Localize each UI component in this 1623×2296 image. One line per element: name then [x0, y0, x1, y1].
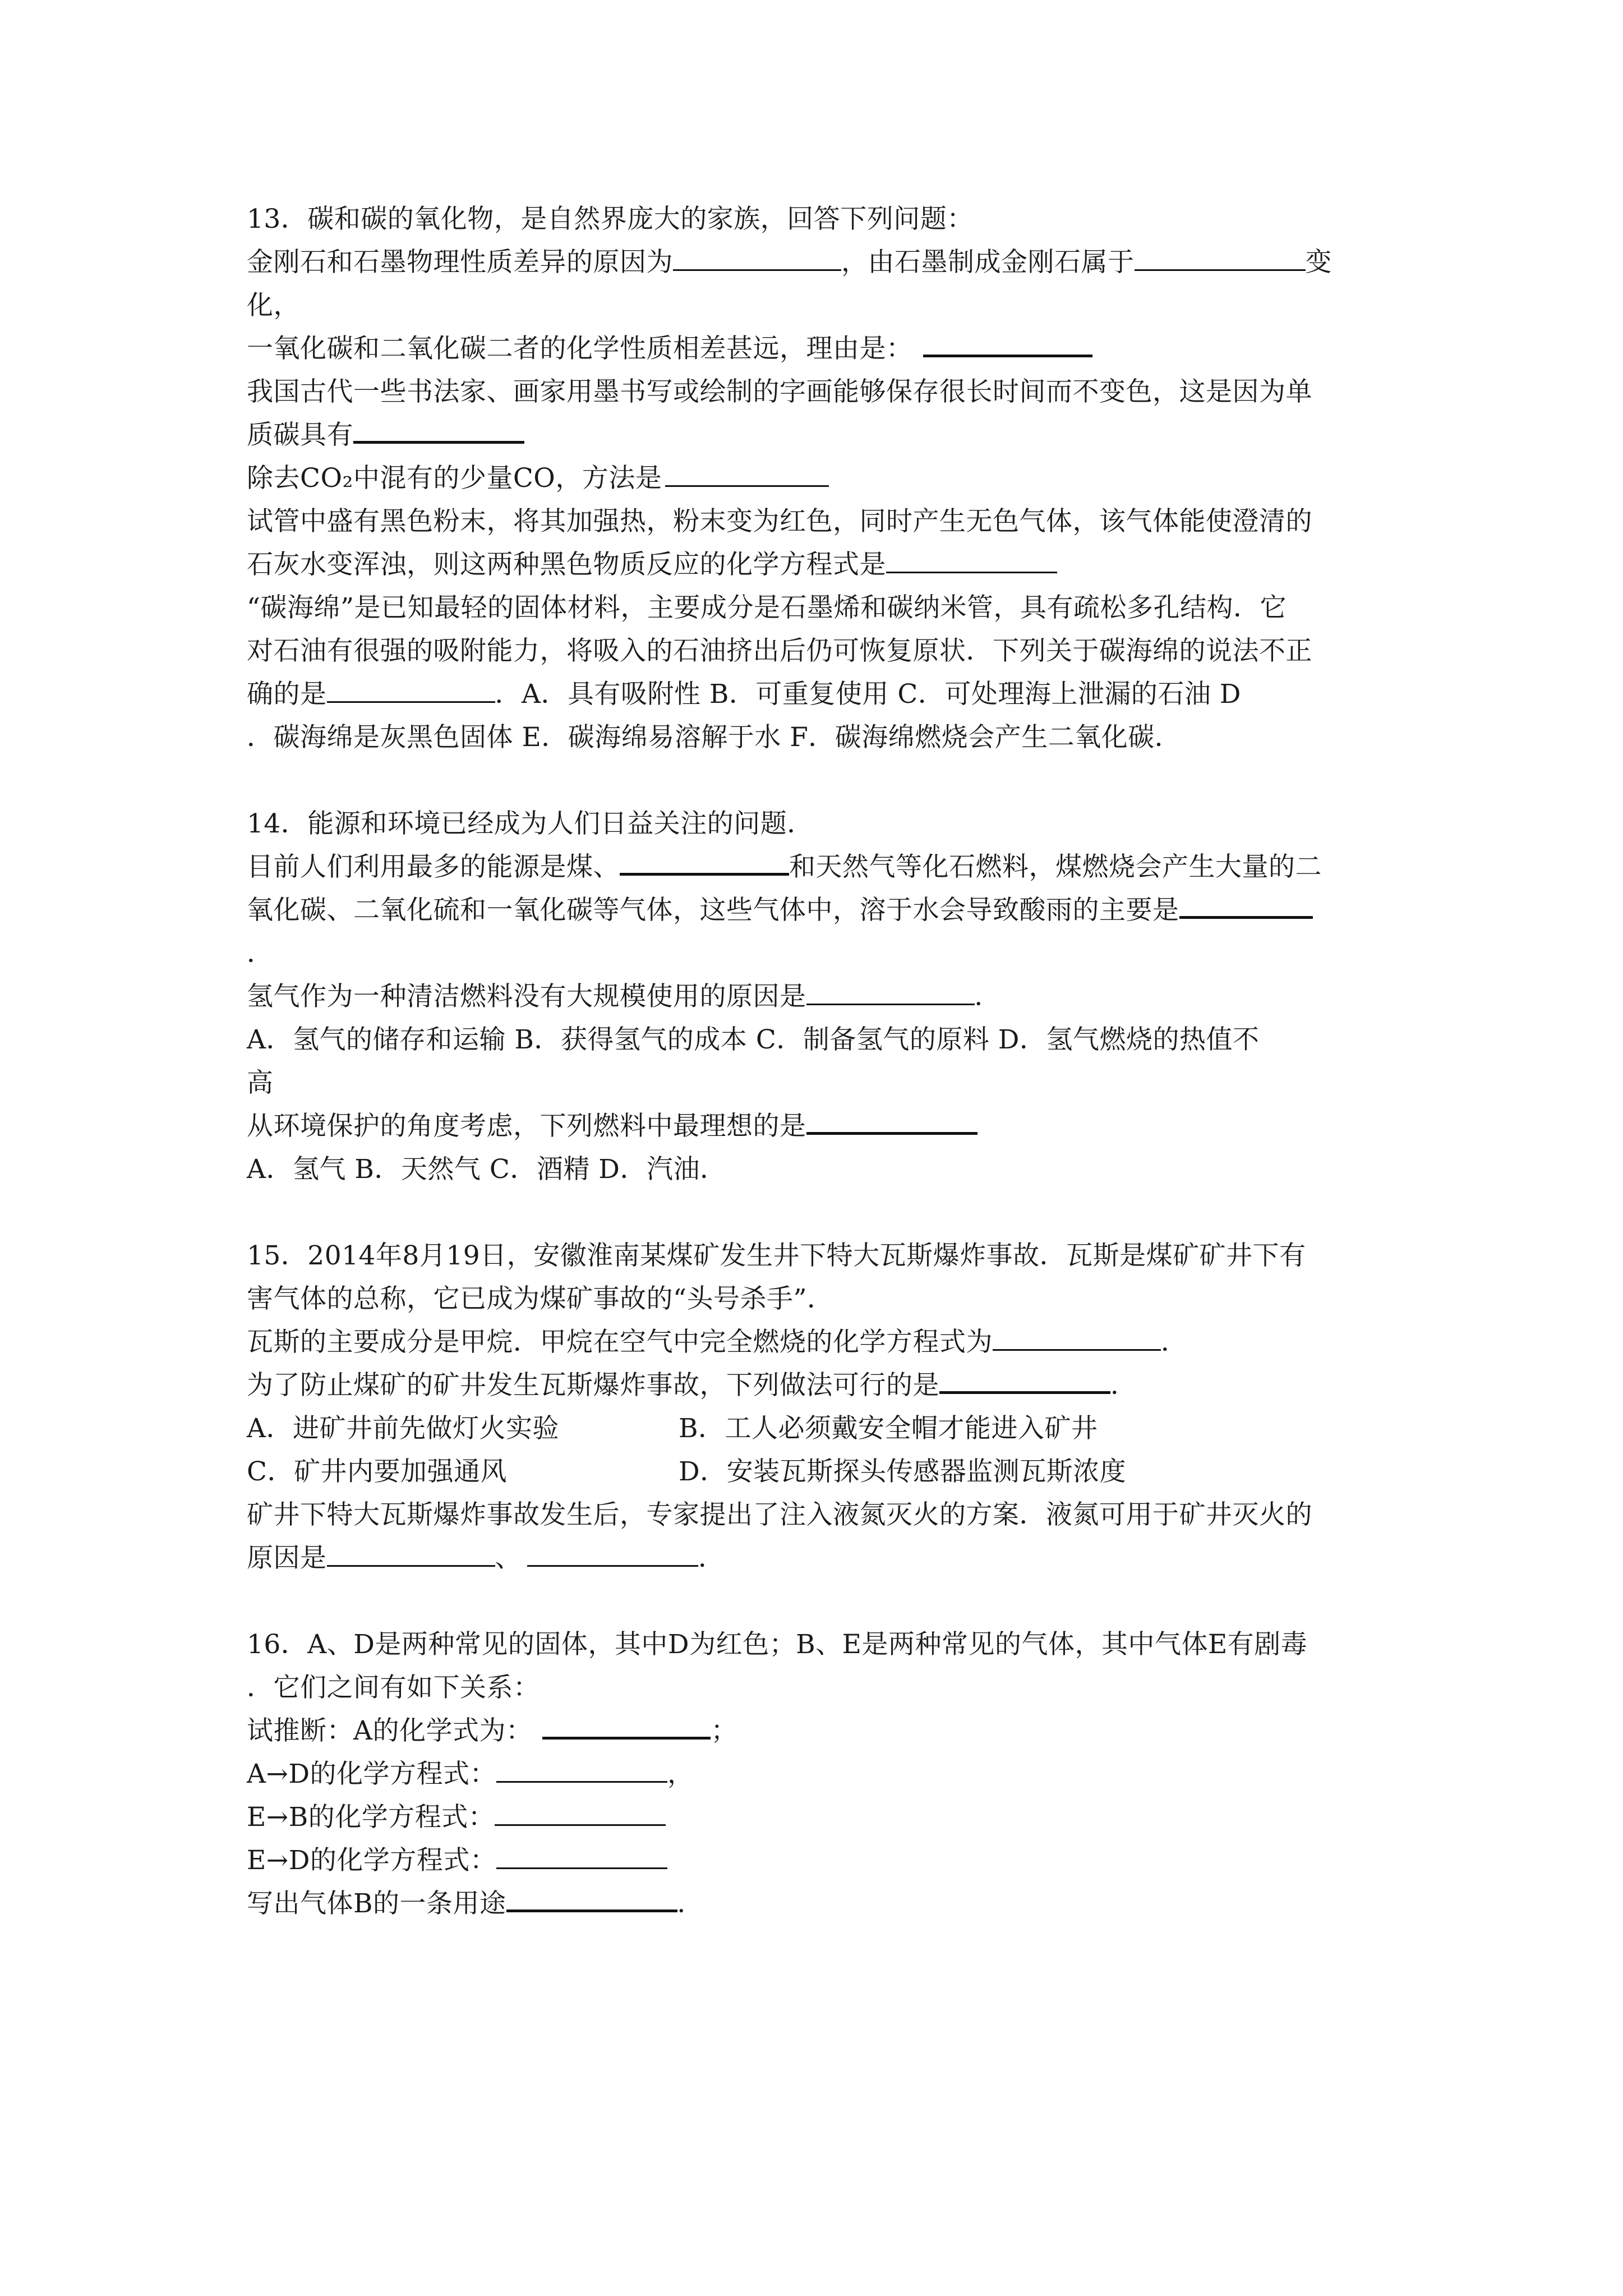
answer-blank[interactable]: [993, 1327, 1161, 1351]
question-15-text: 原因是: [247, 1543, 327, 1573]
answer-blank[interactable]: [665, 463, 829, 487]
answer-blank[interactable]: [806, 981, 975, 1005]
question-16-line: [247, 1839, 1391, 1882]
answer-blank[interactable]: [496, 1759, 667, 1783]
answer-blank[interactable]: [1135, 247, 1306, 271]
question-14-text: 从环境保护的角度考虑，下列燃料中最理想的是: [247, 1111, 806, 1142]
question-16-text: E→D的化学方程式：: [247, 1845, 497, 1876]
option-b: B．工人必须戴安全帽才能进入矿井: [679, 1413, 1098, 1444]
answer-blank[interactable]: [939, 1369, 1110, 1394]
question-16-line: [247, 1623, 1391, 1666]
question-14-line: [247, 932, 1391, 975]
question-16-text: A→D的化学方程式：: [247, 1759, 497, 1789]
question-15-line: [247, 1536, 1391, 1580]
answer-blank[interactable]: [496, 1845, 667, 1869]
spacer: [247, 1580, 1391, 1623]
answer-blank[interactable]: [542, 1714, 711, 1740]
question-13-text: 对石油有很强的吸附能力，将吸入的石油挤出后仍可恢复原状．下列关于碳海绵的说法不正: [247, 636, 1312, 666]
option-c: C．矿井内要加强通风: [247, 1456, 507, 1487]
question-13-line: [247, 370, 1391, 413]
question-15-text: ．: [1110, 1370, 1137, 1401]
question-16-text: ，: [667, 1759, 694, 1789]
answer-blank[interactable]: [527, 1543, 698, 1567]
question-15-text: ．: [1161, 1327, 1188, 1358]
question-14: [247, 802, 1391, 1191]
question-16-line: [247, 1752, 1391, 1796]
question-15-text: 15．2014年8月19日，安徽淮南某煤矿发生井下特大瓦斯爆炸事故．瓦斯是煤矿矿井下有: [247, 1240, 1306, 1271]
answer-blank[interactable]: [620, 850, 789, 876]
question-16-line: [247, 1666, 1391, 1709]
worksheet-page: [247, 197, 1391, 1925]
question-15: [247, 1234, 1391, 1580]
answer-blank[interactable]: [673, 247, 841, 271]
question-13-text: 除去CO₂中混有的少量CO，方法是: [247, 463, 662, 494]
question-13-title-text: 13．碳和碳的氧化物，是自然界庞大的家族，回答下列问题：: [247, 204, 974, 234]
question-13-text: 石灰水变浑浊，则这两种黑色物质反应的化学方程式是: [247, 549, 886, 580]
question-16-text: 试推断：A的化学式为：: [247, 1715, 533, 1746]
question-16-text: 16．A、D是两种常见的固体，其中D为红色；B、E是两种常见的气体，其中气体E有剧毒: [247, 1629, 1308, 1660]
question-13-line: [247, 673, 1391, 716]
question-14-text: A．氢气 B．天然气 C．酒精 D．汽油．: [247, 1154, 727, 1185]
question-13-text: 试管中盛有黑色粉末，将其加强热，粉末变为红色，同时产生无色气体，该气体能使澄清的: [247, 506, 1312, 537]
question-15-line: [247, 1277, 1391, 1320]
question-14-text: 氢气作为一种清洁燃料没有大规模使用的原因是: [247, 981, 806, 1012]
question-16-line: [247, 1796, 1391, 1839]
question-13-text: 一氧化碳和二氧化碳二者的化学性质相差甚远，理由是：: [247, 333, 913, 364]
question-14-line: [247, 1105, 1391, 1148]
question-13-text: ，由石墨制成金刚石属于: [841, 247, 1135, 278]
question-15-line: [247, 1234, 1391, 1277]
question-13-line: [247, 327, 1391, 370]
question-14-line: [247, 1018, 1391, 1061]
question-13: [247, 197, 1391, 759]
answer-blank[interactable]: [327, 679, 495, 703]
question-16-line: [247, 1882, 1391, 1925]
question-15-line: [247, 1320, 1391, 1364]
question-16-text: E→B的化学方程式：: [247, 1802, 495, 1833]
question-13-text: “碳海绵”是已知最轻的固体材料，主要成分是石墨烯和碳纳米管，具有疏松多孔结构．它: [247, 592, 1287, 623]
question-14-title: [247, 802, 1391, 845]
question-14-line: [247, 845, 1391, 889]
spacer: [247, 1191, 1391, 1234]
question-14-line: [247, 889, 1391, 932]
question-14-text: A．氢气的储存和运输 B．获得氢气的成本 C．制备氢气的原料 D．氢气燃烧的热值不: [247, 1024, 1260, 1055]
question-15-line: [247, 1364, 1391, 1407]
question-13-line: [247, 457, 1391, 500]
answer-blank[interactable]: [353, 418, 524, 444]
question-14-text: 和天然气等化石燃料，煤燃烧会产生大量的二: [789, 852, 1322, 882]
question-13-line: [247, 241, 1391, 284]
question-13-line: [247, 543, 1391, 586]
question-13-line: [247, 716, 1391, 759]
question-13-line: [247, 586, 1391, 629]
question-13-text: 确的是: [247, 679, 327, 710]
question-15-line: [247, 1493, 1391, 1536]
answer-blank[interactable]: [506, 1887, 677, 1912]
question-14-line: [247, 1148, 1391, 1191]
question-15-text: 为了防止煤矿的矿井发生瓦斯爆炸事故，下列做法可行的是: [247, 1370, 939, 1401]
question-13-line: [247, 500, 1391, 543]
answer-blank[interactable]: [327, 1543, 495, 1567]
question-16: [247, 1623, 1391, 1925]
question-15-options-row: [247, 1407, 1391, 1450]
question-13-text: 质碳具有: [247, 420, 353, 450]
question-15-text: ．: [698, 1543, 725, 1573]
question-16-text: ．: [677, 1888, 704, 1919]
question-16-text: ．它们之间有如下关系：: [247, 1672, 540, 1703]
question-16-text: ；: [711, 1715, 737, 1746]
question-13-line: [247, 629, 1391, 673]
question-13-text: 化，: [247, 290, 300, 321]
question-15-options-row: [247, 1450, 1391, 1493]
option-a: A．进矿井前先做灯火实验: [247, 1413, 559, 1444]
answer-blank[interactable]: [1179, 894, 1313, 919]
question-15-text: 害气体的总称，它已成为煤矿事故的“头号杀手”．: [247, 1283, 834, 1314]
spacer: [247, 759, 1391, 802]
answer-blank[interactable]: [495, 1802, 666, 1826]
question-13-text: ．A．具有吸附性 B．可重复使用 C．可处理海上泄漏的石油 D: [495, 679, 1241, 710]
question-14-title-text: 14．能源和环境已经成为人们日益关注的问题．: [247, 808, 814, 839]
question-13-text: ．碳海绵是灰黑色固体 E．碳海绵易溶解于水 F．碳海绵燃烧会产生二氧化碳．: [247, 722, 1182, 753]
question-14-line: [247, 975, 1391, 1018]
answer-blank[interactable]: [806, 1110, 978, 1135]
answer-blank[interactable]: [923, 332, 1092, 357]
question-13-line: [247, 284, 1391, 327]
option-d: D．安装瓦斯探头传感器监测瓦斯浓度: [679, 1456, 1127, 1487]
question-13-line: [247, 413, 1391, 457]
question-13-text: 我国古代一些书法家、画家用墨书写或绘制的字画能够保存很长时间而不变色，这是因为单: [247, 376, 1312, 407]
question-16-line: [247, 1709, 1391, 1752]
question-14-text: 目前人们利用最多的能源是煤、: [247, 852, 620, 882]
question-14-text: 氧化碳、二氧化硫和一氧化碳等气体，这些气体中，溶于水会导致酸雨的主要是: [247, 895, 1179, 926]
question-13-text: 变: [1305, 247, 1332, 278]
question-13-text: 金刚石和石墨物理性质差异的原因为: [247, 247, 673, 278]
question-13-title: [247, 197, 1391, 241]
question-14-text: ．: [974, 981, 1001, 1012]
question-14-line: [247, 1061, 1391, 1105]
question-15-text: 瓦斯的主要成分是甲烷．甲烷在空气中完全燃烧的化学方程式为: [247, 1327, 993, 1358]
answer-blank[interactable]: [886, 549, 1057, 573]
question-15-text: 、: [495, 1543, 522, 1573]
question-14-text: ．: [247, 938, 274, 969]
question-15-text: 矿井下特大瓦斯爆炸事故发生后，专家提出了注入液氮灭火的方案．液氮可用于矿井灭火的: [247, 1499, 1312, 1530]
question-14-text: 高: [247, 1068, 274, 1098]
question-16-text: 写出气体B的一条用途: [247, 1888, 506, 1919]
